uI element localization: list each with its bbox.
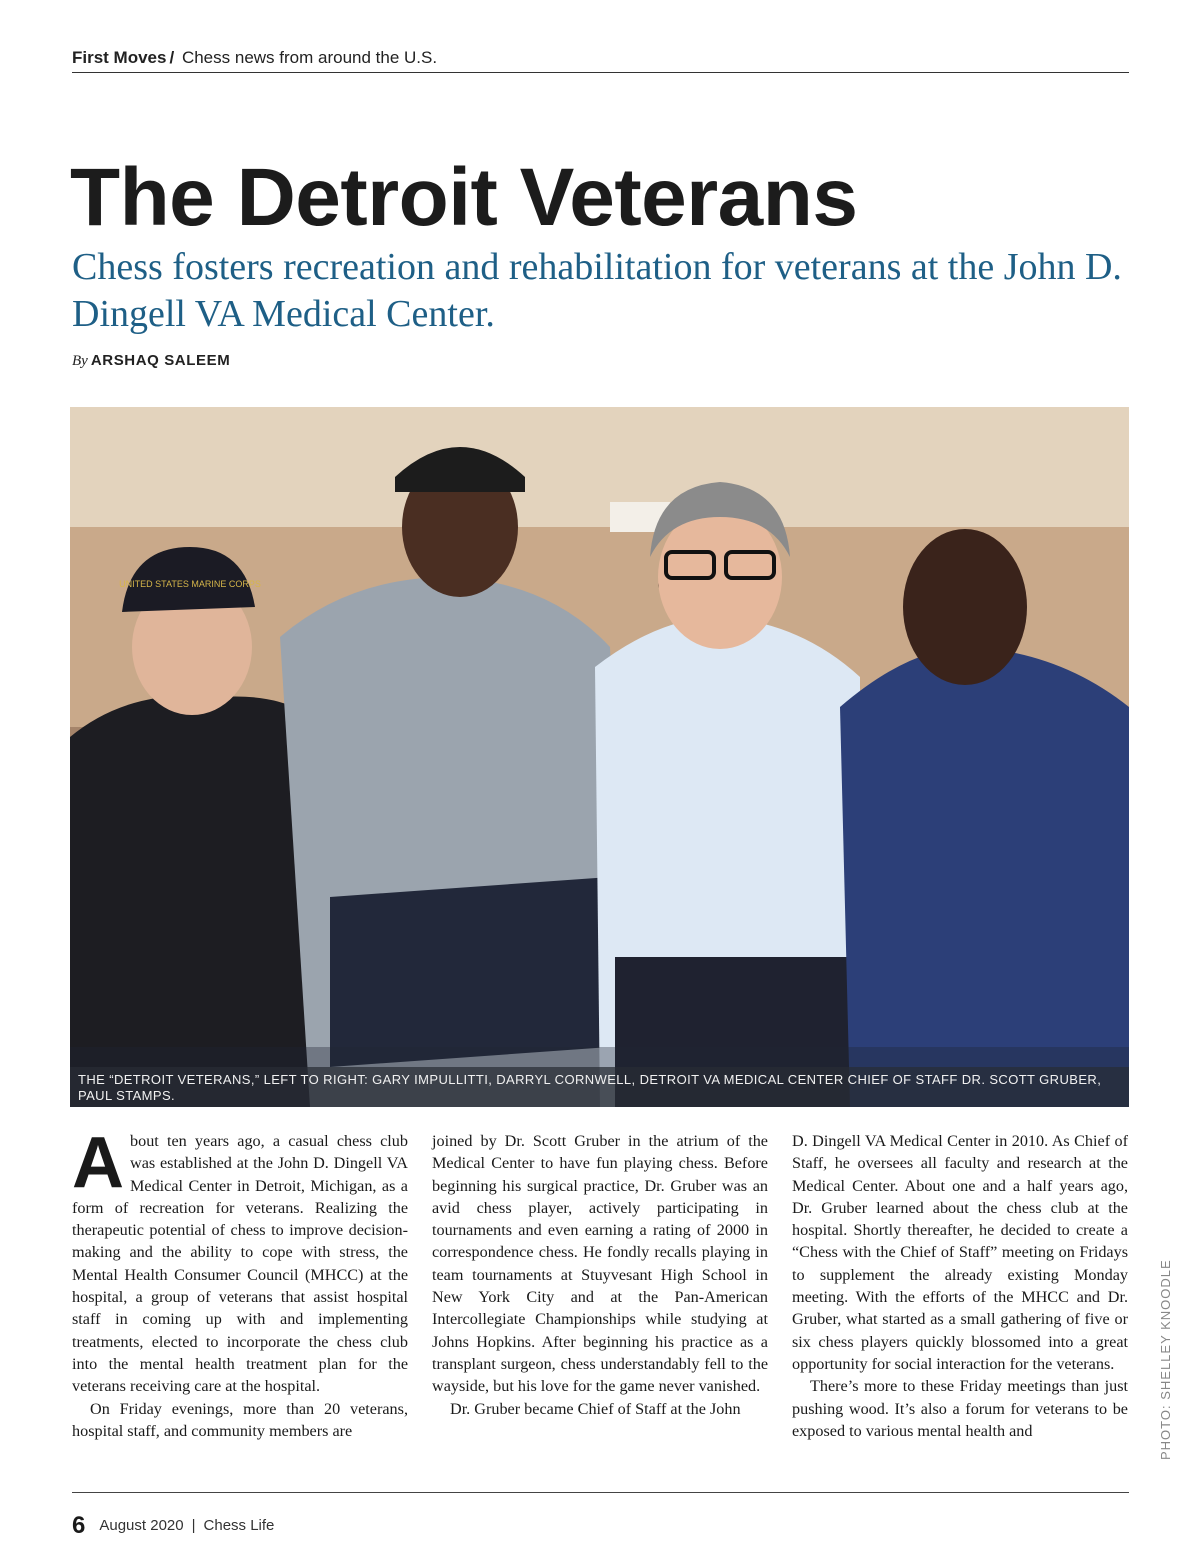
section-tagline: Chess news from around the U.S. [181, 48, 438, 67]
paragraph-text: bout ten years ago, a casual chess club was established at the John D. Dingell VA Medical Center in Detroit, Michigan, as a form of recreation for veterans. Realizing the therapeutic potential of chess to improve decision-making and the ability to cope with stress, the Mental Health Consumer Council (MHCC) at the hospital, a group of veterans that assist hospital staff in coming up with and implementing treatments, elected to incorporate the chess club into the mental health treatment plan for the veterans receiving care at the hospital. [72, 1132, 408, 1396]
page-number: 6 [72, 1512, 86, 1540]
magazine-name: Chess Life [203, 1517, 275, 1534]
drop-cap: A [72, 1123, 124, 1203]
article-body [72, 1123, 1128, 1475]
cap-lettering: UNITED STATES MARINE CORPS [119, 579, 261, 589]
byline-author: ARSHAQ SALEEM [90, 352, 231, 369]
running-header [72, 47, 1129, 73]
group-photo-illustration [70, 407, 1129, 1107]
article-title: The Detroit Veterans [70, 152, 858, 243]
footer-separator: | [191, 1517, 196, 1534]
article-subtitle: Chess fosters recreation and rehabilitation for veterans at the John D. Dingell VA Medical Center. [72, 246, 1122, 335]
paragraph: There’s more to these Friday meetings than just pushing wood. It’s also a forum for veterans to be exposed to various mental health and [792, 1377, 1128, 1440]
column-2 [432, 1130, 768, 1420]
footer-rule [72, 1492, 1129, 1493]
byline-label: By [72, 353, 88, 369]
header-separator: / [169, 48, 175, 67]
photo-caption: THE “DETROIT VETERANS,” LEFT TO RIGHT: GARY IMPULLITTI, DARRYL CORNWELL, DETROIT VA MEDICAL CENTER CHIEF OF STAFF DR. SCOTT GRUBER, PAUL STAMPS. [70, 1067, 1129, 1107]
column-3 [792, 1130, 1128, 1442]
column-1 [72, 1123, 408, 1442]
ceiling [70, 407, 1129, 527]
paragraph: Dr. Gruber became Chief of Staff at the John [450, 1399, 741, 1418]
photo-credit: PHOTO: SHELLEY KNOODLE [1158, 1259, 1173, 1460]
byline [72, 352, 230, 370]
paragraph: On Friday evenings, more than 20 veterans, hospital staff, and community members are [72, 1399, 408, 1440]
article-photo [70, 407, 1129, 1107]
issue-date: August 2020 [99, 1517, 184, 1534]
page-footer [72, 1514, 274, 1538]
paragraph: joined by Dr. Scott Gruber in the atrium of the Medical Center to have fun playing chess. Before beginning his surgical practice, Dr. Gruber was an avid chess player, actively participating in tournaments and even earning a rating of 2000 in correspondence chess. He fondly recalls playing in team tournaments at Stuyvesant High School in New York City and at the Pan-American Intercollegiate Championships while studying at Johns Hopkins. After beginning his practice as a transplant surgeon, chess understandably fell to the wayside, but his love for the game never vanished. [432, 1132, 768, 1396]
paragraph [72, 1123, 408, 1398]
section-name: First Moves [72, 48, 167, 67]
paragraph: D. Dingell VA Medical Center in 2010. As Chief of Staff, he oversees all faculty and research at the Medical Center. About one and a half years ago, Dr. Gruber learned about the chess club at the hospital. Shortly thereafter, he decided to create a “Chess with the Chief of Staff” meeting on Fridays to supplement the already existing Monday meeting. With the efforts of the MHCC and Dr. Gruber, what started as a small gathering of five or six chess players quickly blossomed into a great opportunity for social interaction for the veterans. [792, 1132, 1128, 1373]
